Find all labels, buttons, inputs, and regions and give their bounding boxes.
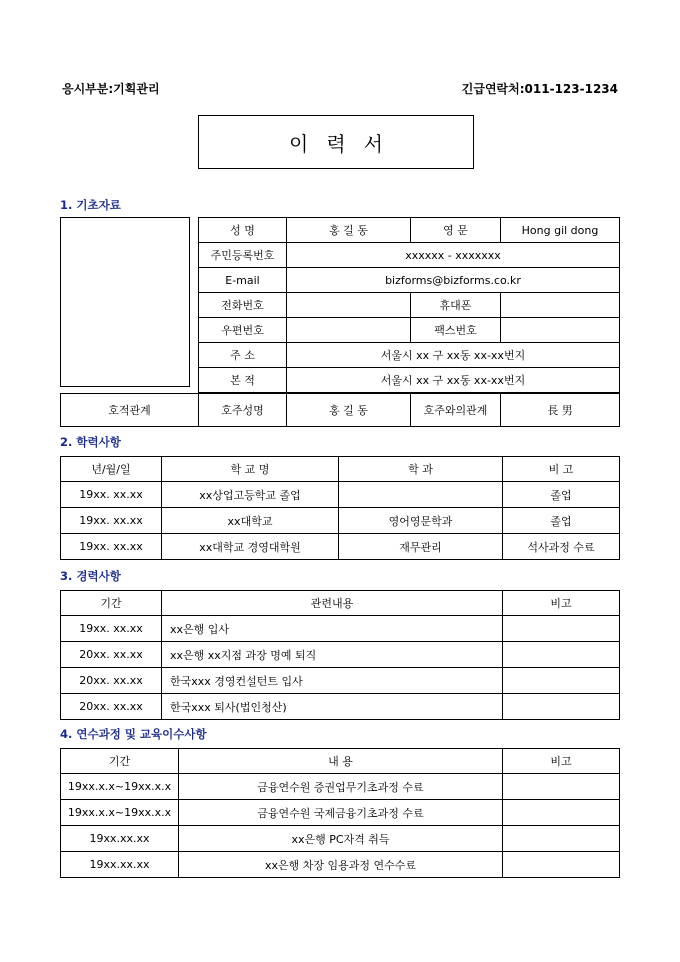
career-note[interactable] [503,668,620,694]
edu-major[interactable]: 재무관리 [339,534,503,560]
training-note[interactable] [503,774,620,800]
fax-label: 팩스번호 [411,318,501,343]
zip-label: 우편번호 [199,318,287,343]
section-training-title: 4. 연수과정 및 교육이수사항 [60,727,207,741]
edu-school[interactable]: xx대학교 [162,508,339,534]
email-value[interactable]: bizforms@bizforms.co.kr [287,268,620,293]
origin-label: 본 적 [199,368,287,393]
table-row [61,534,620,560]
section-career-title: 3. 경력사항 [60,569,121,583]
head-name-value[interactable]: 홍 길 동 [287,394,411,427]
edu-major[interactable]: 영어영문학과 [339,508,503,534]
edu-date[interactable]: 19xx. xx.xx [61,482,162,508]
table-row [61,642,620,668]
career-note[interactable] [503,616,620,642]
table-row [61,826,620,852]
phone-label: 전화번호 [199,293,287,318]
section-education-title: 2. 학력사항 [60,435,121,449]
email-label: E-mail [199,268,287,293]
family-table [60,393,620,427]
edu-school[interactable]: xx상업고등학교 졸업 [162,482,339,508]
edu-date[interactable]: 19xx. xx.xx [61,534,162,560]
career-header-period: 기간 [61,591,162,616]
document-title-box [198,115,474,169]
family-relation-label: 호적관계 [61,394,199,427]
origin-value[interactable]: 서울시 xx 구 xx동 xx-xx번지 [287,368,620,393]
table-row [61,508,620,534]
training-note[interactable] [503,826,620,852]
edu-header-note: 비 고 [503,457,620,482]
training-header-note: 비고 [503,749,620,774]
phone-value[interactable] [287,293,411,318]
table-row [61,774,620,800]
edu-major[interactable] [339,482,503,508]
photo-box[interactable] [60,217,190,387]
table-row [61,668,620,694]
career-table [60,590,620,720]
edu-date[interactable]: 19xx. xx.xx [61,508,162,534]
address-value[interactable]: 서울시 xx 구 xx동 xx-xx번지 [287,343,620,368]
edu-header-major: 학 과 [339,457,503,482]
career-content[interactable]: xx은행 xx지점 과장 명예 퇴직 [162,642,503,668]
training-note[interactable] [503,852,620,878]
address-label: 주 소 [199,343,287,368]
training-period[interactable]: 19xx.xx.xx [61,852,179,878]
training-content[interactable]: 금융연수원 증권업무기초과정 수료 [179,774,503,800]
training-header-period: 기간 [61,749,179,774]
name-label: 성 명 [199,218,287,243]
emergency-contact: 긴급연락처:011-123-1234 [461,82,618,96]
education-table [60,456,620,560]
rrn-value[interactable]: xxxxxx - xxxxxxx [287,243,620,268]
fax-value[interactable] [501,318,620,343]
eng-name-value[interactable]: Hong gil dong [501,218,620,243]
edu-note[interactable]: 석사과정 수료 [503,534,620,560]
document-title: 이력서 [289,131,401,156]
career-header-content: 관련내용 [162,591,503,616]
training-header-content: 내 용 [179,749,503,774]
training-content[interactable]: xx은행 PC자격 취득 [179,826,503,852]
career-period[interactable]: 19xx. xx.xx [61,616,162,642]
career-note[interactable] [503,694,620,720]
training-note[interactable] [503,800,620,826]
basic-info-table [198,217,620,393]
head-relation-label: 호주와의관계 [411,394,501,427]
training-content[interactable]: xx은행 차장 임용과정 연수수료 [179,852,503,878]
applied-department: 응시부분:기획관리 [62,82,160,96]
career-content[interactable]: 한국xxx 퇴사(법인청산) [162,694,503,720]
name-value[interactable]: 홍 길 동 [287,218,411,243]
career-content[interactable]: xx은행 입사 [162,616,503,642]
training-period[interactable]: 19xx.x.x~19xx.x.x [61,800,179,826]
table-row [61,852,620,878]
section-basic-title: 1. 기초자료 [60,198,121,212]
career-header-note: 비고 [503,591,620,616]
career-period[interactable]: 20xx. xx.xx [61,642,162,668]
zip-value[interactable] [287,318,411,343]
career-period[interactable]: 20xx. xx.xx [61,668,162,694]
eng-name-label: 영 문 [411,218,501,243]
edu-header-school: 학 교 명 [162,457,339,482]
training-table [60,748,620,878]
edu-school[interactable]: xx대학교 경영대학원 [162,534,339,560]
table-row [61,616,620,642]
mobile-value[interactable] [501,293,620,318]
edu-header-date: 년/월/일 [61,457,162,482]
training-content[interactable]: 금융연수원 국제금융기초과정 수료 [179,800,503,826]
head-name-label: 호주성명 [199,394,287,427]
rrn-label: 주민등록번호 [199,243,287,268]
edu-note[interactable]: 졸업 [503,508,620,534]
mobile-label: 휴대폰 [411,293,501,318]
career-content[interactable]: 한국xxx 경영컨설턴트 입사 [162,668,503,694]
career-period[interactable]: 20xx. xx.xx [61,694,162,720]
edu-note[interactable]: 졸업 [503,482,620,508]
table-row [61,800,620,826]
table-row [61,482,620,508]
career-note[interactable] [503,642,620,668]
head-relation-value[interactable]: 長 男 [501,394,620,427]
training-period[interactable]: 19xx.x.x~19xx.x.x [61,774,179,800]
table-row [61,694,620,720]
training-period[interactable]: 19xx.xx.xx [61,826,179,852]
